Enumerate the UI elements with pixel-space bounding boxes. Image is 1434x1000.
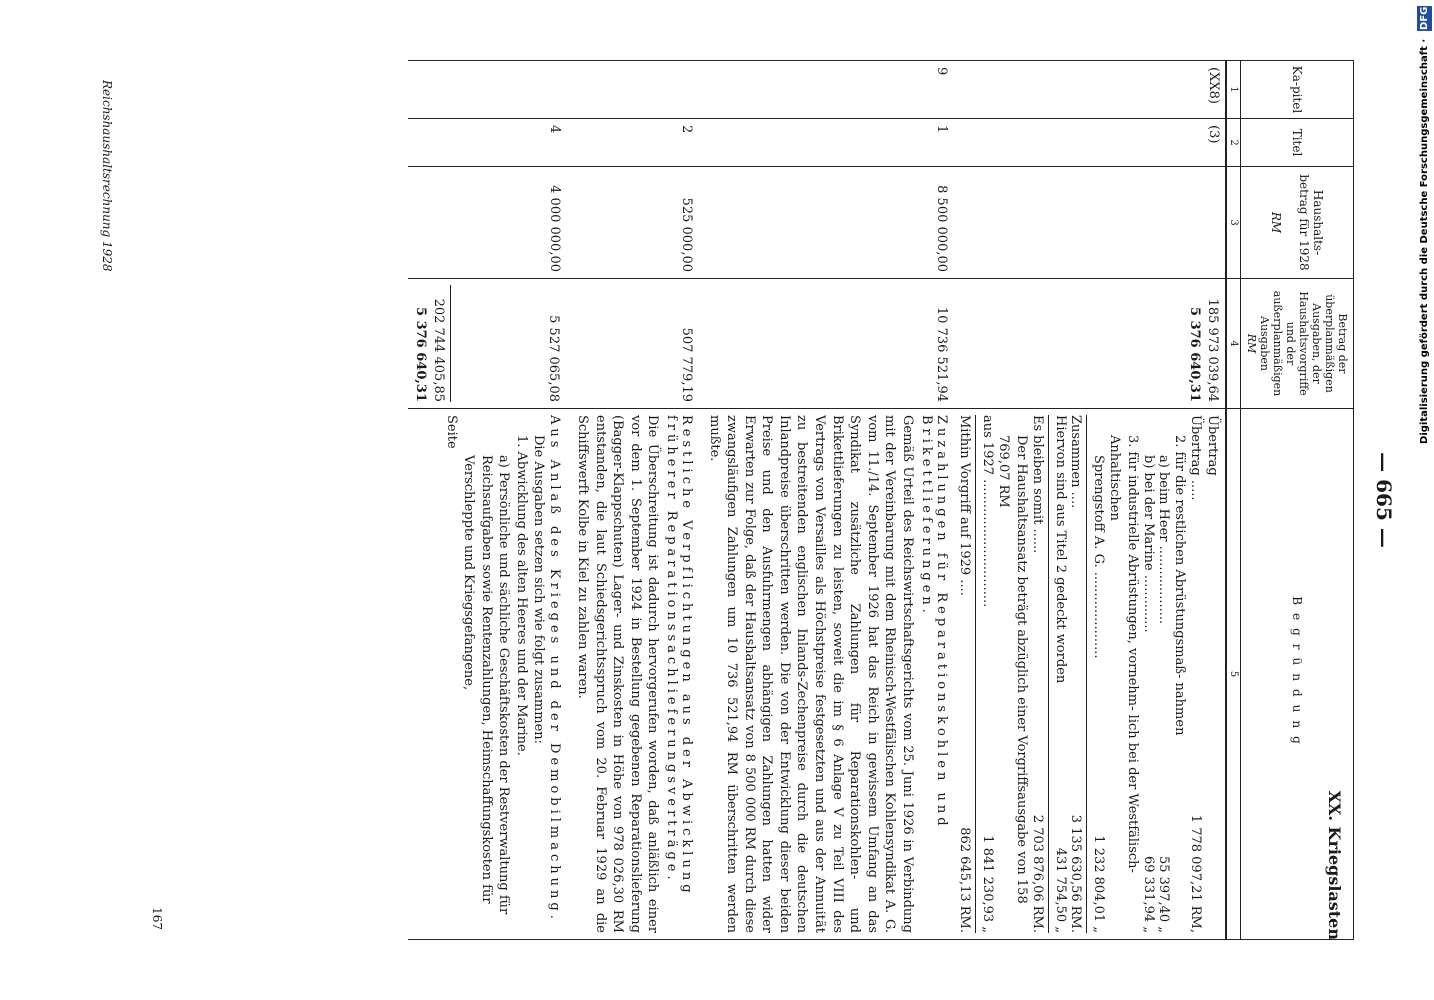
cell-begruendung: Zuzahlungen für Reparationskohlen und Brikettlieferungen. Gemäß Urteil des Reichswirtschaftsgerichts vom 25. Juni 1926 in Verbindung mit der Vereinbarung mit dem Rheinisch-Westfälischen Kohlensyndikat A. G. vom 11./14. September 1926 hat das Reich in gewissem Umfang an das Syndikat zusätzliche Zahlungen für Reparationskohlen- und Brikettlieferungen zu leisten, soweit die im § 6 Anlage V zu Teil VIII des Vertrags von Versailles als Höchstpreise festgesetzten und aus der Annuität zu bestreitenden englischen Inlands-Zechenpreise durch die deutschen Inlandpreise überschritten werden. Die von der Entwicklung dieser beiden Preise und den Ausfuhrmengen abhängigen Zahlungen hatten wider Erwarten zur Folge, daß der Haushaltsansatz von 8 500 000 RM durch diese zwangsläufigen Zahlungen um 10 736 521,94 RM überschritten werden mußte. [698, 409, 953, 940]
colnum-5: 5 [1226, 409, 1241, 940]
table-row [408, 61, 567, 940]
page-header-number: — 665 — [1372, 452, 1396, 548]
cell-kapitel: 9 [698, 61, 953, 119]
digitization-credit [1419, 6, 1430, 444]
cell-betrag: 10 736 521,94 [698, 279, 953, 409]
colnum-3: 3 [1226, 167, 1241, 279]
budget-table [408, 60, 1354, 940]
cell-kapitel [566, 61, 698, 119]
header-kapitel: Ka-pitel [1241, 61, 1354, 119]
header-haushaltsbetrag: Haushalts-betrag für 1928 RM [1241, 167, 1354, 279]
dfg-logo: DFG [1419, 7, 1430, 31]
cell-betrag: 5 527 065,08 202 744 405,85 5 376 640,31 [408, 279, 567, 409]
table-row [698, 61, 953, 940]
colnum-1: 1 [1226, 61, 1241, 119]
table-row [566, 61, 698, 940]
cell-titel: 4 [408, 119, 567, 167]
header-begruendung: Begründung [1241, 409, 1354, 940]
cell-titel: 1 [698, 119, 953, 167]
cell-titel: (3) [953, 119, 1226, 167]
header-betrag: Betrag der überplanmäßigen Ausgaben, der Haushaltsvorgriffe und der außerplanmäßigen Ausgaben RM [1241, 279, 1354, 409]
cell-kapitel: (XX8) [953, 61, 1226, 119]
cell-haushaltsbetrag: 525 000,00 [566, 167, 698, 279]
cell-haushaltsbetrag: 4 000 000,00 [408, 167, 567, 279]
cell-titel: 2 [566, 119, 698, 167]
footer-source: Reichshaushaltsrechnung 1928 [100, 80, 114, 272]
chapter-title: XX. Kriegslasten [1325, 790, 1344, 940]
colnum-2: 2 [1226, 119, 1241, 167]
table-row [953, 61, 1226, 940]
cell-begruendung: Aus Anlaß des Krieges und der Demobilmachung. Die Ausgaben setzen sich wie folgt zusammen: 1. Abwicklung des alten Heeres und der Marine. a) Persönliche und sächliche Geschäftskosten der Restverwaltung für Reichsaufgaben sowie Rentenzahlungen, Heimschaffungskosten für Verschleppte und Kriegsgefangene, Seite [408, 409, 567, 940]
cell-betrag: 507 779,19 [566, 279, 698, 409]
cell-kapitel [408, 61, 567, 119]
cell-betrag: 185 973 039,64 5 376 640,31 [953, 279, 1226, 409]
cell-haushaltsbetrag [953, 167, 1226, 279]
header-titel: Titel [1241, 119, 1354, 167]
colnum-4: 4 [1226, 279, 1241, 409]
page-number: 167 [150, 907, 164, 930]
cell-haushaltsbetrag: 8 500 000,00 [698, 167, 953, 279]
cell-begruendung: Restliche Verpflichtungen aus der Abwicklung früherer Reparationssachlieferungsverträge. Die Überschreitung ist dadurch hervorgerufen worden, daß anläßlich einer vor dem 1. September 1924 in Bestellung gegebenen Reparationslieferung (Bagger-Klappschuten) Lager- und Zinskosten in Höhe von 978 026,30 RM entstanden, die laut Schiedsgerichtsspruch vom 20. Februar 1929 an die Schiffswerft Kolbe in Kiel zu zahlen waren. [566, 409, 698, 940]
credit-text: Digitalisierung gefördert durch die Deutsche Forschungsgemeinschaft · [1419, 38, 1430, 444]
cell-begruendung: Übertrag Übertrag ..... 1 778 097,21 RM, 2. für die restlichen Abrüstungsmaß- nahmen a) beim Heer ................... 55 397,40 „ b) bei der Marine .............. 69 331,94 „ 3. für industrielle Abrüstungen, vornehm- lich bei der Westfälisch-Anhaltischen Sprengstoff A. G. ..................... 1 232 804,01 „ Zusammen .... 3 135 630,56 RM. Hiervon sind aus Titel 2 gedeckt worden 431 754,50 „ Es bleiben somit ...... 2 703 876,06 RM. Der Haushaltsansatz beträgt abzüglich einer Vorgriffsausgabe von 158 769,07 RM aus 1927 ............................... 1 841 230,93 „ Mithin Vorgriff auf 1929 .... 862 645,13 RM. [953, 409, 1226, 940]
